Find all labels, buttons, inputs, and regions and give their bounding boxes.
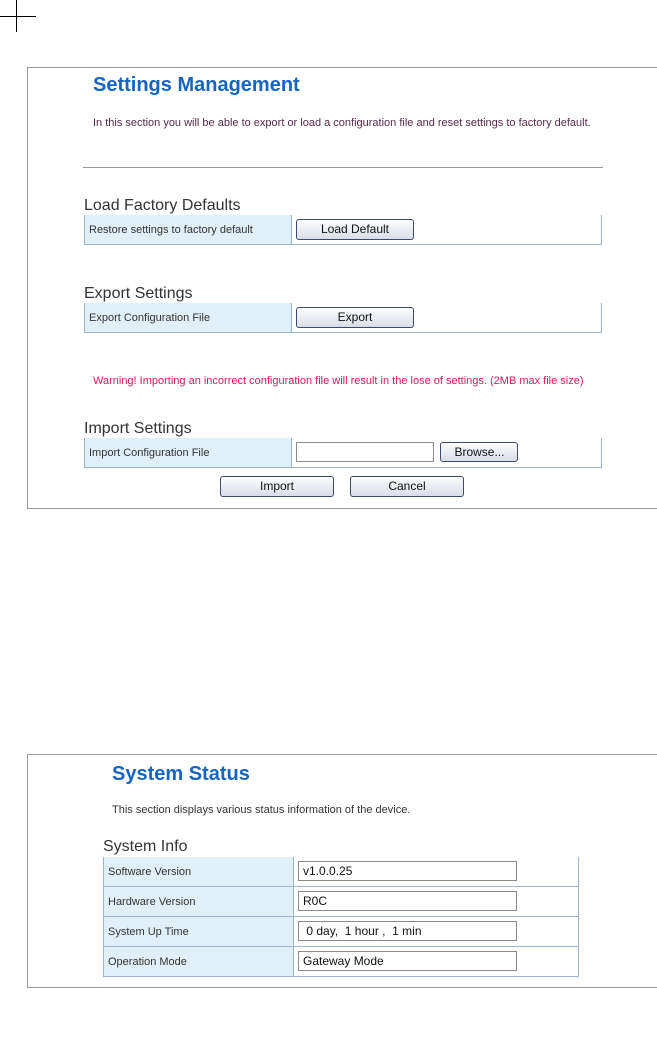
crop-mark-vertical: [16, 0, 17, 32]
hardware-version-field: R0C: [298, 891, 517, 911]
load-default-button[interactable]: Load Default: [296, 219, 414, 240]
status-value-cell-uptime: [294, 917, 579, 947]
status-row-hardware: [103, 887, 579, 917]
status-row-software: [103, 857, 579, 887]
status-value-cell-mode: [294, 947, 579, 977]
system-info-table: [103, 836, 579, 977]
status-row-mode: [103, 947, 579, 977]
import-settings-row: [84, 438, 602, 468]
status-label-hardware: Hardware Version: [103, 887, 294, 917]
factory-defaults-label: Restore settings to factory default: [84, 215, 292, 245]
status-label-software: Software Version: [103, 857, 294, 887]
export-settings-header: Export Settings: [84, 285, 193, 302]
crop-mark-horizontal: [0, 16, 36, 17]
factory-defaults-section: [84, 197, 602, 245]
system-uptime-field: 0 day, 1 hour , 1 min: [298, 921, 517, 941]
import-settings-value-cell: [292, 438, 602, 468]
operation-mode-field: Gateway Mode: [298, 951, 517, 971]
software-version-field: v1.0.0.25: [298, 861, 517, 881]
export-button[interactable]: Export: [296, 307, 414, 328]
import-settings-header: Import Settings: [84, 420, 192, 437]
status-row-uptime: [103, 917, 579, 947]
cancel-button[interactable]: Cancel: [350, 476, 464, 497]
status-value-cell-software: [294, 857, 579, 887]
status-value-cell-hardware: [294, 887, 579, 917]
status-title: System Status: [112, 763, 250, 785]
import-settings-section: [84, 420, 602, 468]
import-file-input[interactable]: [296, 442, 434, 462]
page-title: Settings Management: [93, 74, 300, 96]
import-button[interactable]: Import: [220, 476, 334, 497]
status-description: This section displays various status information of the device.: [112, 804, 411, 816]
export-settings-label: Export Configuration File: [84, 303, 292, 333]
system-info-header: System Info: [103, 838, 188, 855]
export-settings-row: [84, 303, 602, 333]
settings-description: In this section you will be able to export or load a configuration file and reset settings to factory default.: [93, 117, 591, 129]
status-label-uptime: System Up Time: [103, 917, 294, 947]
import-settings-label: Import Configuration File: [84, 438, 292, 468]
import-warning: Warning! Importing an incorrect configuration file will result in the lose of settings. (2MB max file size): [93, 375, 584, 387]
factory-defaults-value-cell: [292, 215, 602, 245]
factory-defaults-row: [84, 215, 602, 245]
settings-management-panel: [27, 67, 657, 509]
system-status-panel: [27, 754, 657, 988]
factory-defaults-header: Load Factory Defaults: [84, 197, 241, 214]
status-label-mode: Operation Mode: [103, 947, 294, 977]
divider: [83, 167, 603, 168]
browse-button[interactable]: Browse...: [440, 442, 518, 462]
export-settings-section: [84, 285, 602, 333]
export-settings-value-cell: [292, 303, 602, 333]
